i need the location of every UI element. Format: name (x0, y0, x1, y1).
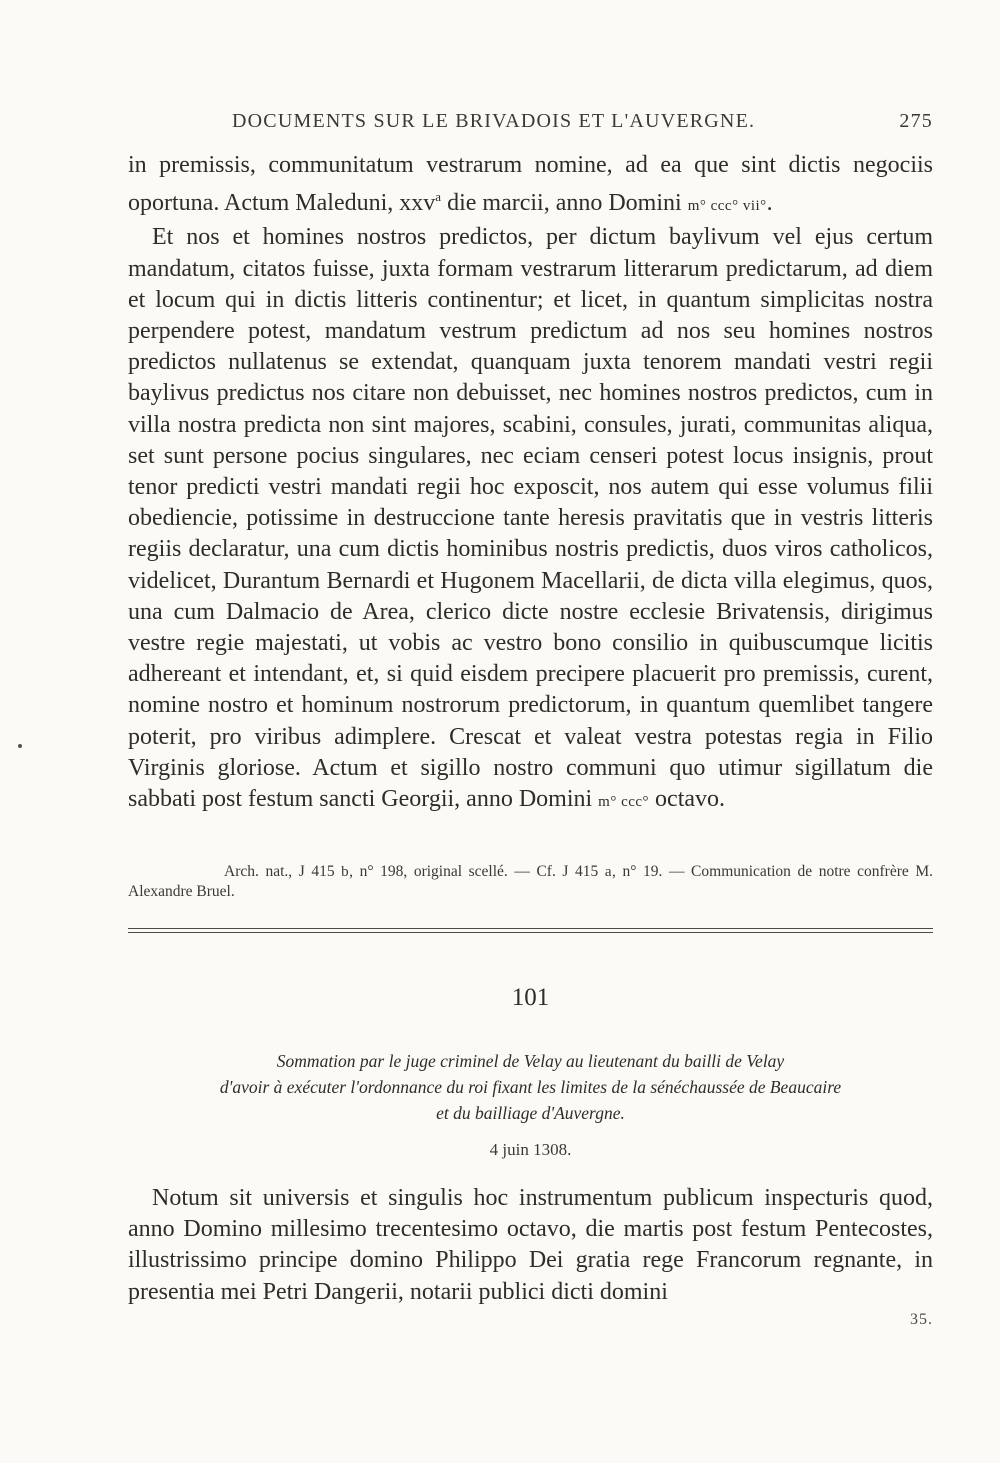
document-text: Notum sit universis et singulis hoc instrumentum publicum inspecturis quod, anno Domino millesimo trecentesimo octavo, die martis post festum Pentecostes, illustrissimo principe domino Philippo Dei gratia rege Francorum regnante, in presentia mei Petri Dangerii, notarii publici dicti domini (128, 1185, 933, 1305)
summary-line-3: et du bailliage d'Auvergne. (436, 1103, 625, 1123)
footnote-text-3: , n° 19. — Communication de notre confrère M. Alexandre Bruel. (128, 863, 934, 900)
margin-speck (18, 744, 22, 748)
running-title: DOCUMENTS SUR LE BRIVADOIS ET L'AUVERGNE. (232, 110, 756, 132)
footnote-smallcaps-1: b (341, 864, 350, 880)
summary-line-2: d'avoir à exécuter l'ordonnance du roi fixant les limites de la sénéchaussée de Beaucaire (219, 1077, 842, 1097)
footnote-text-1: Arch. nat., J 415 (224, 863, 342, 880)
document-summary (128, 1048, 933, 1126)
page-number: 275 (899, 110, 933, 132)
section-divider-top (128, 928, 933, 929)
section-divider-bottom (128, 932, 933, 933)
paragraph-2 (128, 222, 933, 818)
footnote-smallcaps-2: a (604, 864, 613, 880)
document-number: 101 (511, 984, 550, 1011)
footnote-text-2: , n° 198, original scellé. — Cf. J 415 (349, 863, 605, 880)
paragraph-1-text-2: die marcii, anno Domini (441, 190, 688, 217)
body-text (128, 150, 933, 818)
summary-line-1: Sommation par le juge criminel de Velay au lieutenant du bailli de Velay (276, 1051, 785, 1071)
paragraph-1 (128, 150, 933, 222)
paragraph-2-year: m° ccc° (598, 794, 650, 811)
signature-mark: 35. (910, 1311, 933, 1328)
document-date: 4 juin 1308. (489, 1140, 572, 1159)
paragraph-1-text: in premissis, communitatum vestrarum nomine, ad ea que sint dictis negociis oportuna. Actum Maleduni, xxv (128, 152, 933, 217)
paragraph-2-end: octavo. (649, 786, 726, 813)
paragraph-1-year: m° ccc° vii° (687, 198, 767, 215)
paragraph-2-text: Et nos et homines nostros predictos, per dictum baylivum vel ejus certum mandatum, citatos fuisse, juxta formam vestrarum litterarum predictarum, ad diem et locum qui in dictis litteris continentur; et licet, in quantum simplicitas nostra perpendere potest, mandatum vestrum predictum ad nos seu homines nostros predictos nullatenus se extendat, quanquam juxta tenorem mandati vestri regii baylivus predictus nos citare non debuisset, nec homines nostros predictos, cum in villa nostra predicta non sint majores, scabini, consules, jurati, communitas aliqua, set sunt persone pocius singulares, nec eciam censeri potest locus insignis, prout tenor predicti vestri mandati regii hoc exposcit, nos autem qui esse volumus filii obediencie, potissime in destruccione tante heresis pravitatis que in vestris litteris regiis declaratur, una cum dictis hominibus nostris predictis, duos viros catholicos, videlicet, Durantum Bernardi et Hugonem Macellarii, de dicta villa elegimus, quos, una cum Dalmacio de Area, clerico dicte nostre ecclesie Brivatensis, dirigimus vestre regie majestati, ut vobis ac vestro bono consilio in quibuscumque licitis adhereant et intendant, et, si quid eisdem precipere placuerit pro premissis, curent, nomine nostro et hominum nostrorum predictorum, in quantum quemlibet tangere poterit, pro viribus adimplere. Crescat et valeat vestra potestas regia in Filio Virginis gloriose. Actum et sigillo nostro communi quo utimur sigillatum die sabbati post festum sancti Georgii, anno Domini (128, 224, 933, 813)
paragraph-1-superscript: a (435, 189, 442, 205)
footnote (128, 862, 933, 902)
paragraph-1-end: . (766, 190, 773, 217)
